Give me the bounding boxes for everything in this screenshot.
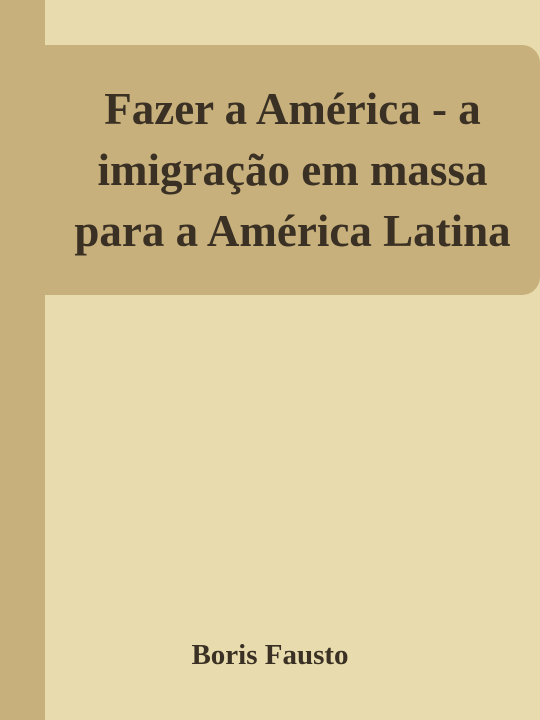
title-band [45, 45, 540, 295]
book-title: Fazer a América - a imigração em massa para a América Latina [74, 83, 511, 256]
book-author: Boris Fausto [191, 639, 349, 671]
book-spine [0, 0, 45, 720]
